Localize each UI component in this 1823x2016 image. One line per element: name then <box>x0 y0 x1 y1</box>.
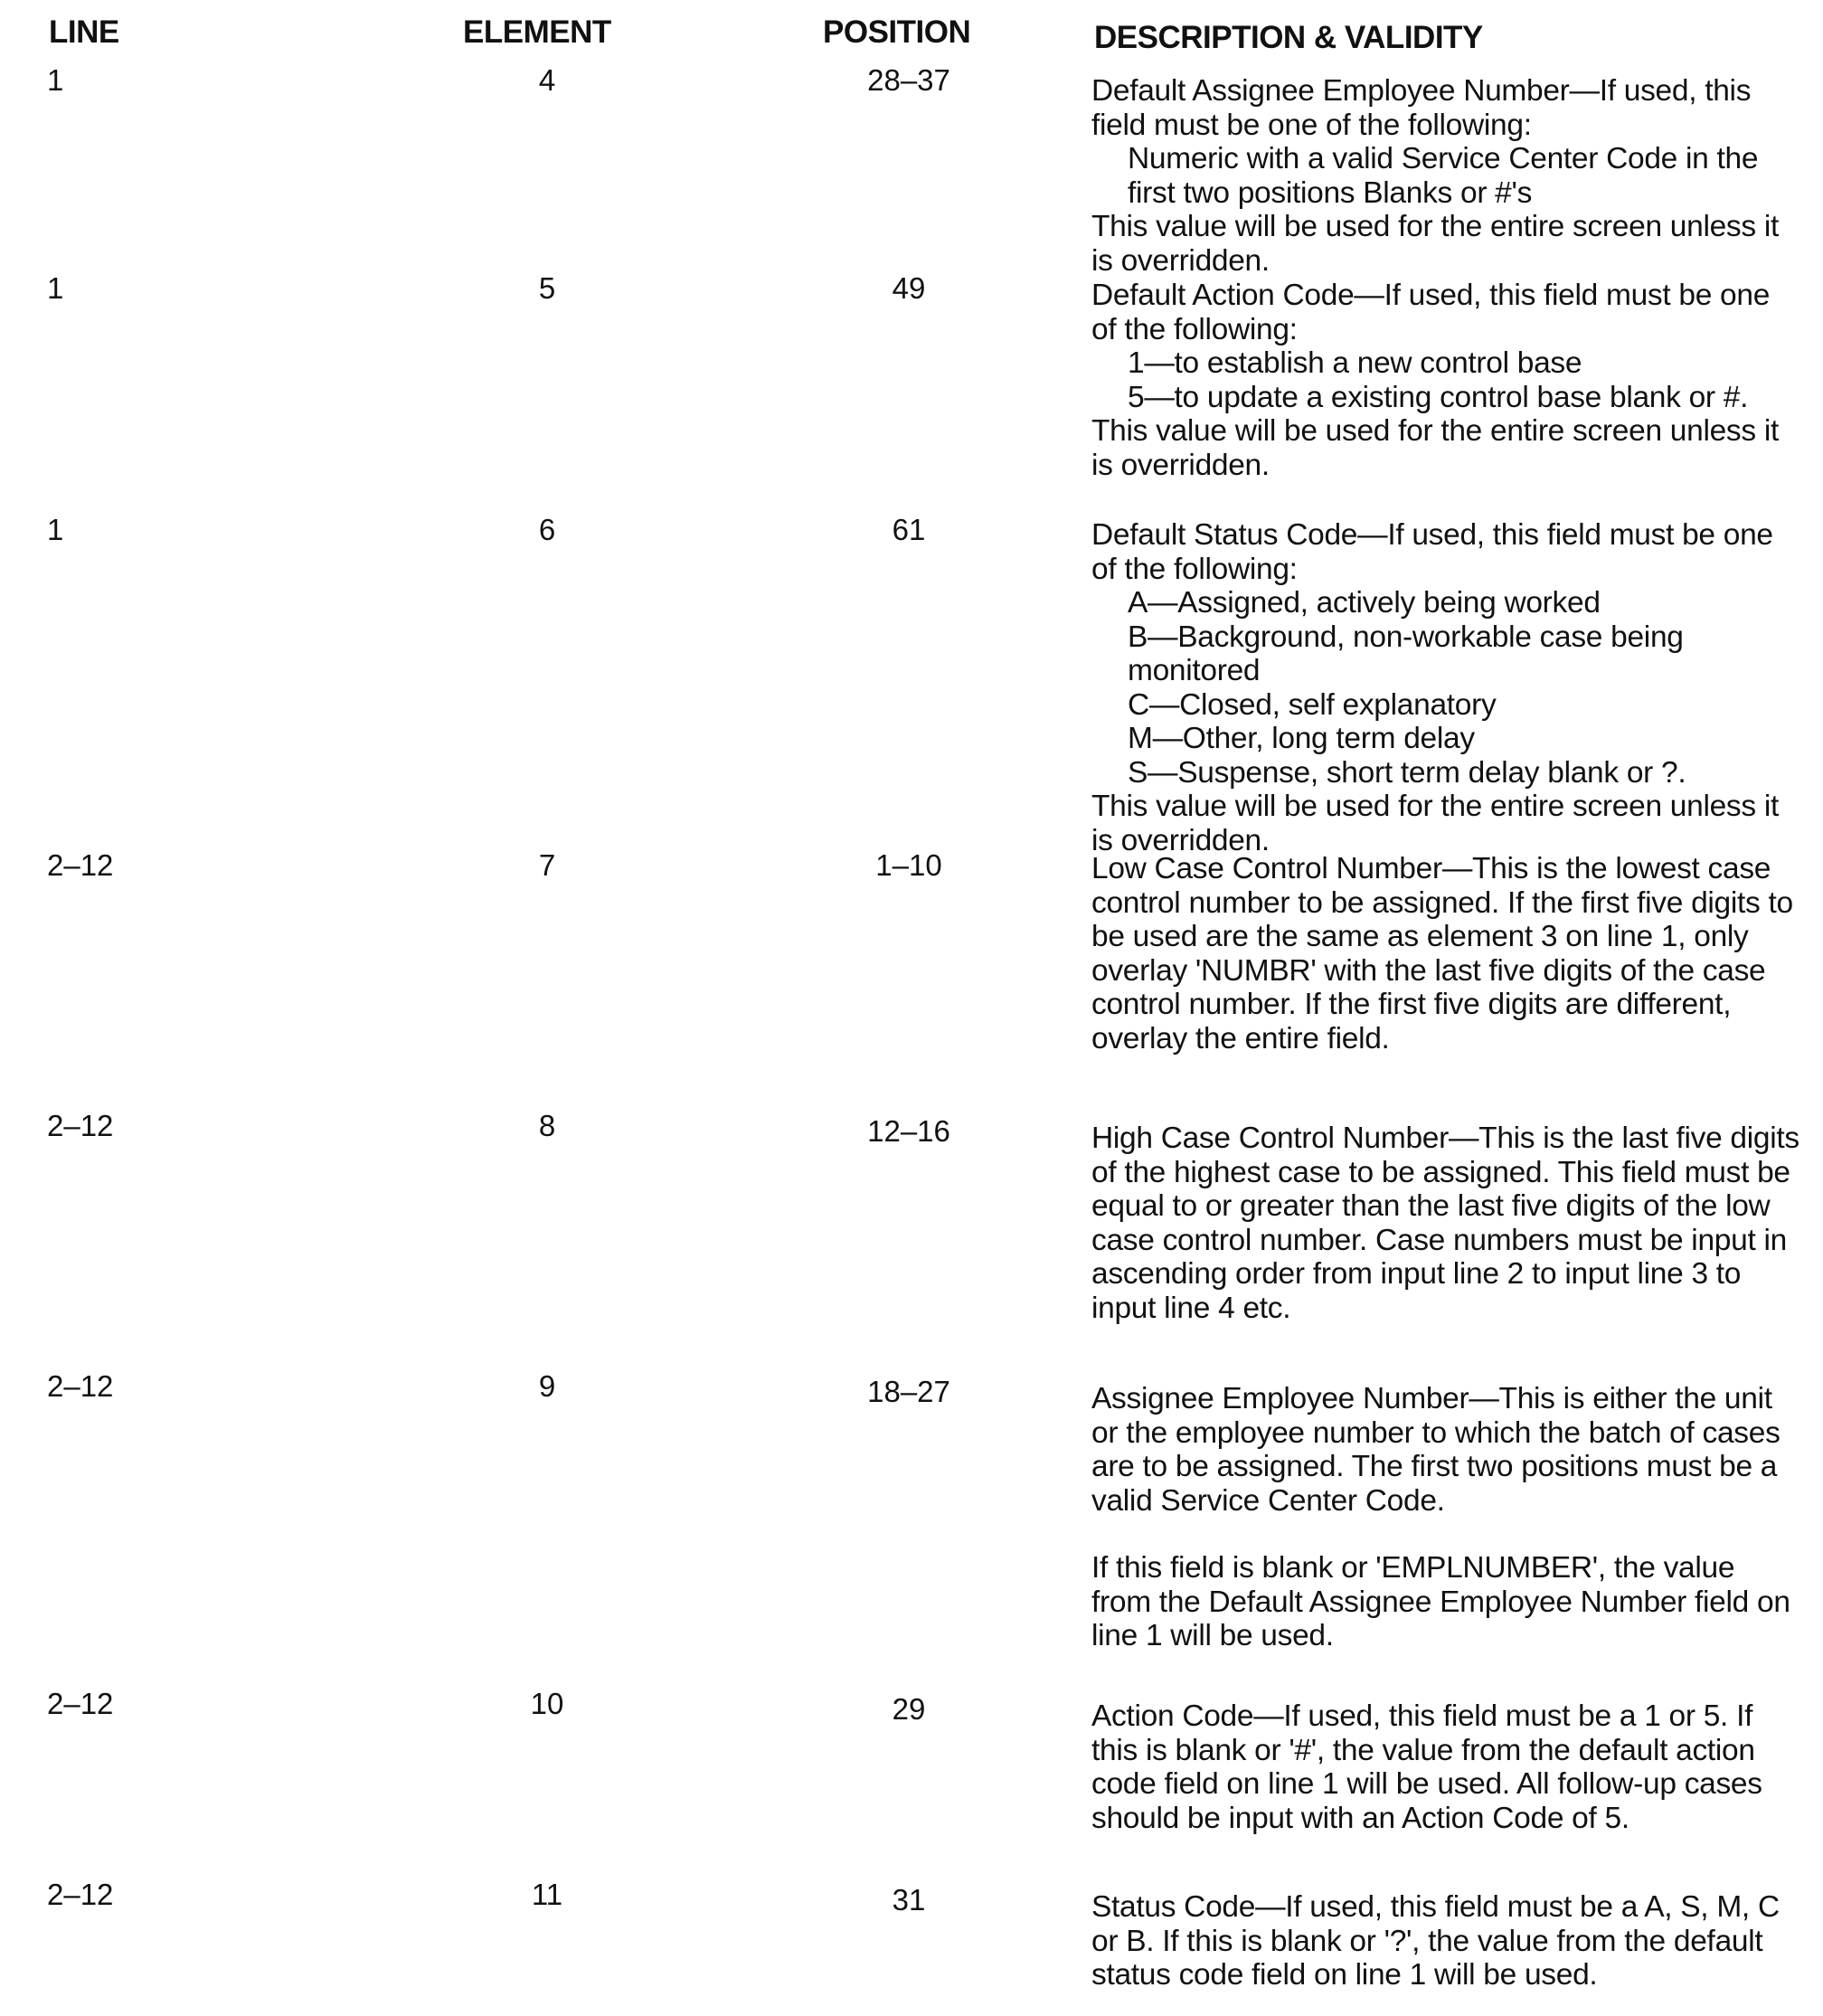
description-cell <box>1091 1382 1801 1653</box>
line-value: 2–12 <box>47 1369 114 1403</box>
description-text: Low Case Control Number—This is the lowest case control number to be assigned. If the first five digits to be used are the same as element 3 on line 1, only overlay 'NUMBR' with the last five digits of the case control number. If the first five digits are different, overlay the entire field. <box>1091 852 1793 1055</box>
description-cell <box>1091 1122 1801 1325</box>
position-value: 1–10 <box>875 848 942 882</box>
description-text: Default Assignee Employee Number—If used, this field must be one of the following: <box>1091 74 1752 142</box>
description-cell <box>1091 74 1801 278</box>
description-text: High Case Control Number—This is the last five digits of the highest case to be assigned. This field must be equal to or greater than the last five digits of the low case control number. Case numbers must be input in ascending order from input line 2 to input line 3 to input line 4 etc. <box>1091 1122 1799 1325</box>
description-text: M—Other, long term delay <box>1128 722 1475 755</box>
line-value: 2–12 <box>47 1109 114 1142</box>
header-line: LINE <box>49 14 119 50</box>
description-text: Default Action Code—If used, this field must be one of the following: <box>1091 279 1771 346</box>
description-cell <box>1091 1890 1801 1992</box>
description-text: This value will be used for the entire screen unless it is overridden. <box>1091 790 1779 857</box>
header-element: ELEMENT <box>463 14 611 50</box>
element-value: 5 <box>538 271 556 305</box>
description-text: This value will be used for the entire screen unless it is overridden. <box>1091 414 1779 482</box>
header-description: DESCRIPTION & VALIDITY <box>1094 20 1483 55</box>
element-value: 11 <box>531 1878 563 1911</box>
description-text: 1—to establish a new control base <box>1128 346 1582 380</box>
element-value: 6 <box>538 513 556 546</box>
element-value: 10 <box>530 1687 564 1720</box>
element-value: 8 <box>538 1109 556 1142</box>
description-text: Default Status Code—If used, this field must be one of the following: <box>1091 518 1773 586</box>
line-value: 2–12 <box>47 1687 114 1720</box>
line-value: 1 <box>47 513 64 546</box>
description-text: A—Assigned, actively being worked <box>1128 586 1601 620</box>
description-text: S—Suspense, short term delay blank or ?. <box>1128 755 1686 790</box>
header-position: POSITION <box>823 14 971 50</box>
description-text: Numeric with a valid Service Center Code in the first two positions Blanks or #'s <box>1128 142 1759 210</box>
description-text: If this field is blank or 'EMPLNUMBER', the value from the Default Assignee Employee Number field on line 1 will be used. <box>1091 1551 1790 1652</box>
element-value: 4 <box>538 63 556 97</box>
line-value: 2–12 <box>47 848 114 882</box>
position-value: 61 <box>892 513 926 546</box>
position-value: 12–16 <box>867 1114 950 1148</box>
description-text: This value will be used for the entire screen unless it is overridden. <box>1091 210 1779 278</box>
description-text: Assignee Employee Number—This is either the unit or the employee number to which the batch of cases are to be assigned. The first two positions must be a valid Service Center Code. <box>1091 1382 1780 1518</box>
description-cell <box>1091 279 1801 482</box>
description-cell <box>1091 518 1801 857</box>
line-value: 1 <box>47 271 64 305</box>
description-cell <box>1091 1699 1801 1835</box>
element-value: 9 <box>538 1369 556 1403</box>
description-text: Action Code—If used, this field must be a 1 or 5. If this is blank or '#', the value from the default action code field on line 1 will be used. All follow-up cases should be input with an Action Code of 5. <box>1091 1699 1762 1835</box>
description-cell <box>1091 852 1801 1055</box>
position-value: 49 <box>892 271 926 305</box>
position-value: 31 <box>892 1883 926 1917</box>
element-value: 7 <box>538 848 556 882</box>
position-value: 28–37 <box>867 63 950 97</box>
position-value: 18–27 <box>867 1375 950 1408</box>
description-text: B—Background, non-workable case being monitored <box>1128 620 1684 687</box>
line-value: 1 <box>47 63 64 97</box>
description-text: C—Closed, self explanatory <box>1128 687 1497 722</box>
description-text: 5—to update a existing control base blank or #. <box>1128 380 1749 414</box>
line-value: 2–12 <box>47 1878 114 1911</box>
position-value: 29 <box>892 1692 926 1726</box>
description-text: Status Code—If used, this field must be a A, S, M, C or B. If this is blank or '?', the value from the default status code field on line 1 will be used. <box>1091 1890 1780 1992</box>
